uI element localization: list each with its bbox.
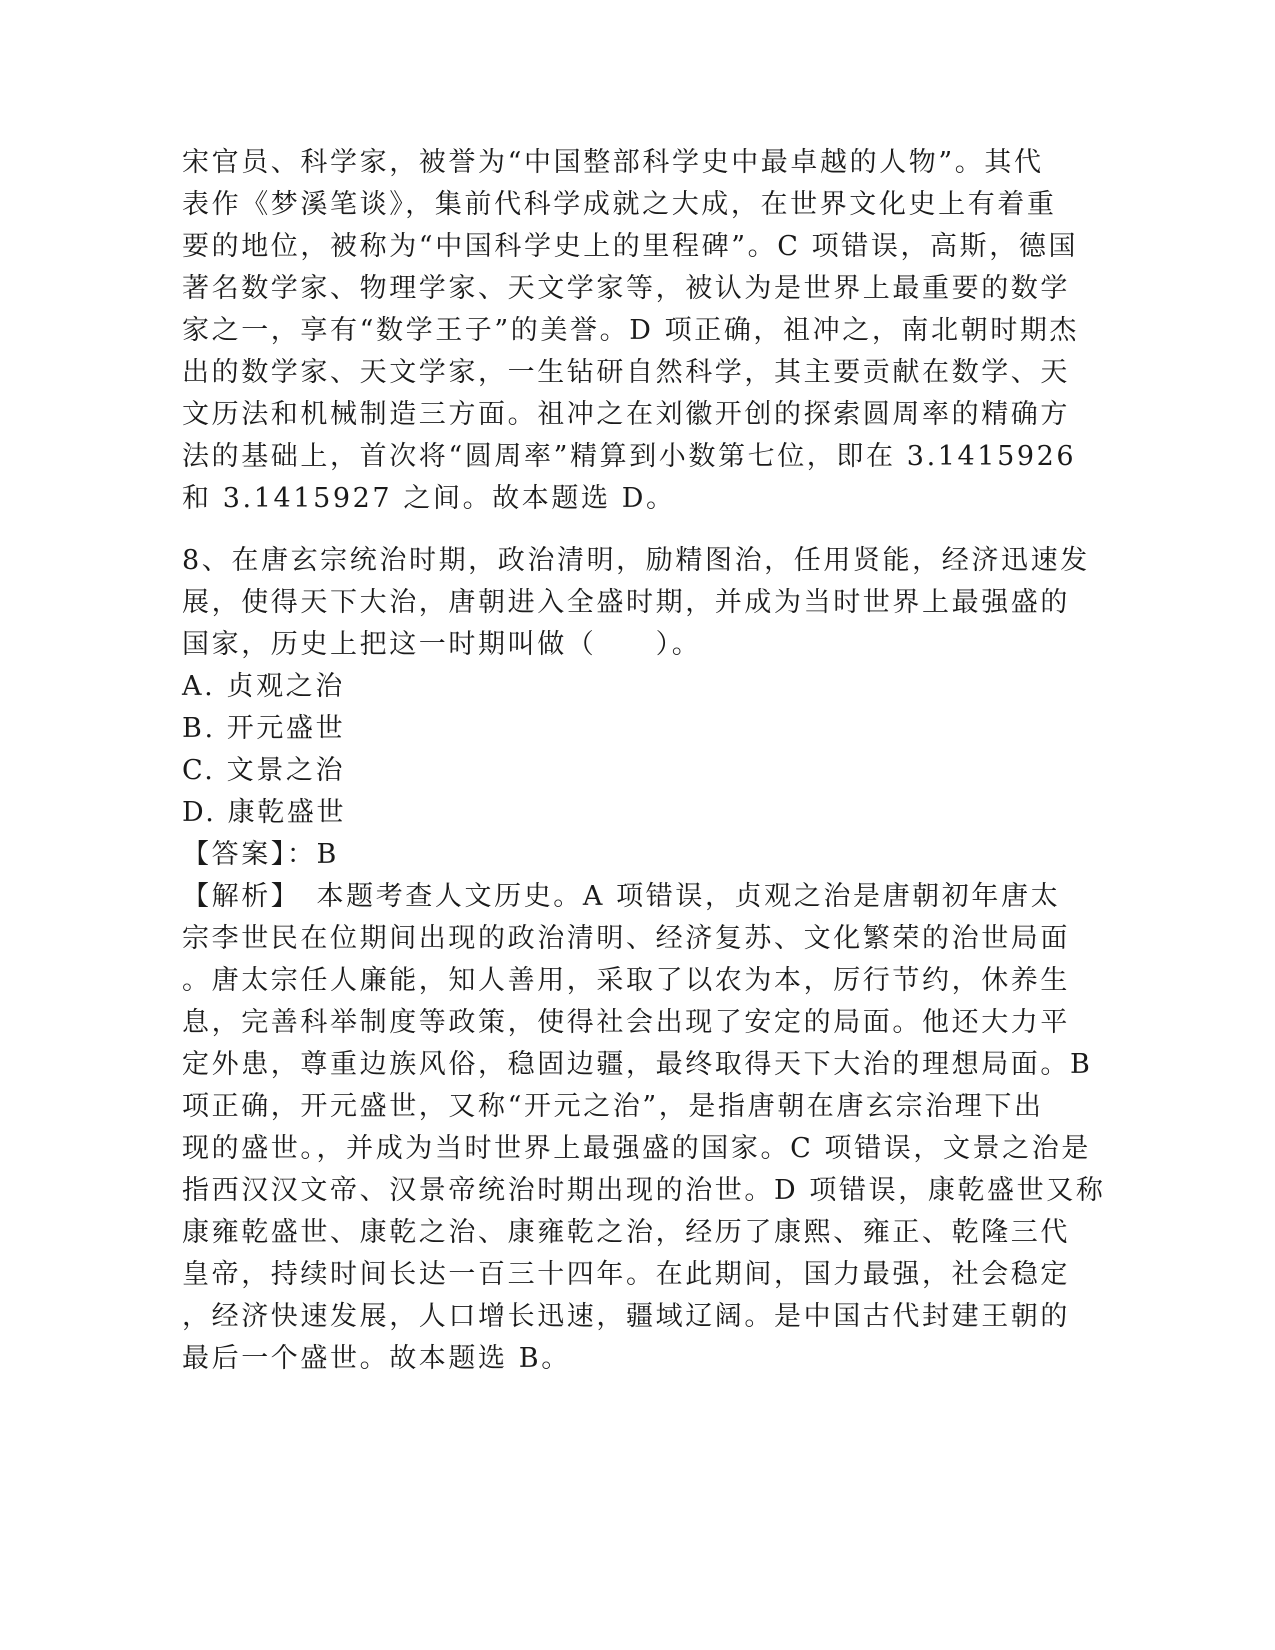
analysis-line: ，经济快速发展，人口增长迅速，疆域辽阔。是中国古代封建王朝的 [182,1301,1070,1332]
stem-line: 展，使得天下大治，唐朝进入全盛时期，并成为当时世界上最强盛的 [182,587,1070,618]
stem-line: 8、在唐玄宗统治时期，政治清明，励精图治，任用贤能，经济迅速发 [182,545,1090,576]
explanation-line: 家之一，享有“数学王子”的美誉。D 项正确，祖冲之，南北朝时期杰 [182,315,1080,346]
stem-line: 国家，历史上把这一时期叫做（ ）。 [182,629,702,660]
explanation-line: 和 3.1415927 之间。故本题选 D。 [182,483,676,514]
explanation-line: 文历法和机械制造三方面。祖冲之在刘徽开创的探索圆周率的精确方 [182,399,1070,430]
analysis-line: 最后一个盛世。故本题选 B。 [182,1343,571,1374]
option-b: B. 开元盛世 [182,713,346,744]
option-a: A. 贞观之治 [182,671,345,702]
previous-question-explanation [182,142,1080,520]
option-c: C. 文景之治 [182,755,346,786]
question-stem [182,540,1090,666]
explanation-line: 法的基础上，首次将“圆周率”精算到小数第七位，即在 3.1415926 [182,441,1077,472]
analysis-line: 皇帝，持续时间长达一百三十四年。在此期间，国力最强，社会稳定 [182,1259,1070,1290]
analysis-line: 。唐太宗任人廉能，知人善用，采取了以农为本，厉行节约，休养生 [182,965,1070,996]
explanation-line: 要的地位，被称为“中国科学史上的里程碑”。C 项错误，高斯，德国 [182,231,1079,262]
analysis [182,876,1106,1380]
option-d: D. 康乾盛世 [182,797,347,828]
analysis-line: 康雍乾盛世、康乾之治、康雍乾之治，经历了康熙、雍正、乾隆三代 [182,1217,1070,1248]
explanation-line: 宋官员、科学家，被誉为“中国整部科学史中最卓越的人物”。其代 [182,147,1044,178]
answer-line: 【答案】：B [182,839,339,870]
analysis-line: 项正确，开元盛世，又称“开元之治”，是指唐朝在唐玄宗治理下出 [182,1091,1044,1122]
analysis-line: 息，完善科举制度等政策，使得社会出现了安定的局面。他还大力平 [182,1007,1070,1038]
analysis-line: 宗李世民在位期间出现的政治清明、经济复苏、文化繁荣的治世局面 [182,923,1070,954]
analysis-line: 【解析】 本题考查人文历史。A 项错误，贞观之治是唐朝初年唐太 [182,881,1061,912]
answer-options [182,666,1047,834]
analysis-line: 指西汉汉文帝、汉景帝统治时期出现的治世。D 项错误，康乾盛世又称 [182,1175,1106,1206]
explanation-line: 出的数学家、天文学家，一生钻研自然科学，其主要贡献在数学、天 [182,357,1070,388]
question-8 [182,540,1106,1380]
explanation-line: 表作《梦溪笔谈》，集前代科学成就之大成，在世界文化史上有着重 [182,189,1057,220]
analysis-line: 现的盛世。，并成为当时世界上最强盛的国家。C 项错误，文景之治是 [182,1133,1091,1164]
analysis-line: 定外患，尊重边族风俗，稳固边疆，最终取得天下大治的理想局面。B [182,1049,1093,1080]
explanation-line: 著名数学家、物理学家、天文学家等，被认为是世界上最重要的数学 [182,273,1070,304]
